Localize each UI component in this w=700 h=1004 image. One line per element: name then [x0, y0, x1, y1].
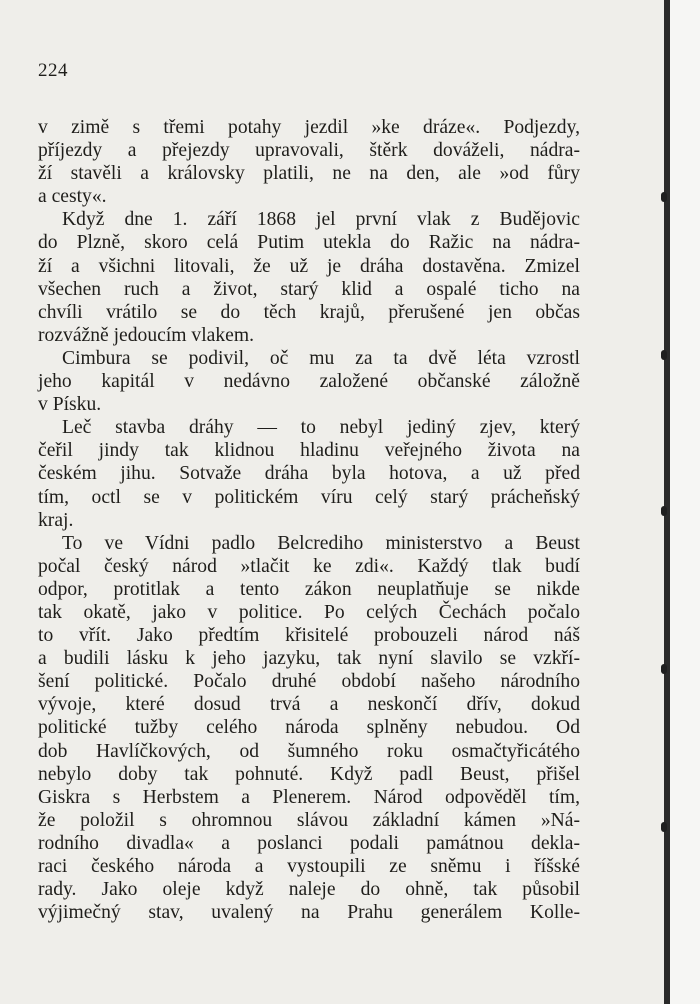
text-line: v zimě s třemi potahy jezdil »ke dráze«. Podjezdy,: [38, 117, 580, 138]
text-line: ží a všichni litovali, že už je dráha dostavěna. Zmizel: [38, 255, 580, 277]
text-line: všechen ruch a život, starý klid a ospalé ticho na: [38, 278, 580, 300]
text-line: To ve Vídni padlo Belcrediho ministerstvo a Beust: [62, 532, 580, 554]
text-line: nebylo doby tak pohnuté. Když padl Beust, přišel: [38, 763, 580, 785]
text-line: raci českého národa a vystoupili ze sněmu i říšské: [38, 856, 580, 877]
text-line: šení politické. Počalo druhé období našeho národního: [38, 671, 580, 693]
text-line: Leč stavba dráhy — to nebyl jediný zjev, který: [62, 417, 580, 439]
text-line: rady. Jako oleje když naleje do ohně, tak působil: [38, 879, 580, 901]
text-line: do Plzně, skoro celá Putim utekla do Ražic na nádra-: [38, 232, 580, 254]
text-line: a budili lásku k jeho jazyku, tak nyní slavilo se vzkří-: [38, 648, 580, 670]
text-line: rodního divadla« a poslanci podali památnou dekla-: [38, 832, 580, 854]
text-line: dob Havlíčkových, od šumného roku osmačtyřicátého: [38, 740, 580, 762]
text-line: rozvážně jedoucím vlakem.: [38, 324, 254, 346]
binding-hole: [661, 506, 667, 516]
text-line: tím, octl se v politickém víru celý starý prácheňský: [38, 486, 580, 508]
text-line: to vřít. Jako předtím křisitelé probouzeli národ náš: [38, 625, 580, 647]
text-line: odpor, protitlak a tento zákon neuplatňuje se nikde: [38, 578, 580, 600]
text-line: tak okatě, jako v politice. Po celých Čechách počalo: [38, 601, 580, 623]
text-line: Giskra s Herbstem a Plenerem. Národ odpověděl tím,: [38, 786, 580, 808]
binding-hole: [661, 350, 667, 360]
page-number: 224: [38, 60, 68, 81]
body-text: [38, 116, 580, 924]
text-line: politické tužby celého národa splněny nebudou. Od: [38, 717, 580, 739]
text-line: čeřil jindy tak klidnou hladinu veřejného života na: [38, 440, 580, 462]
text-line: příjezdy a přejezdy upravovali, štěrk dováželi, nádra-: [38, 140, 580, 162]
text-line: kraj.: [38, 509, 74, 531]
text-line: výjimečný stav, uvalený na Prahu generálem Kolle-: [38, 902, 580, 924]
text-line: ží stavěli a královsky platili, ne na den, ale »od fůry: [38, 163, 580, 185]
binding-hole: [661, 192, 667, 202]
text-line: chvíli vrátilo se do těch krajů, přerušené jen občas: [38, 301, 580, 323]
text-line: Cimbura se podivil, oč mu za ta dvě léta vzrostl: [62, 347, 580, 369]
text-line: a cesty«.: [38, 186, 107, 208]
text-line: vývoje, které dosud trvá a neskončí dřív, dokud: [38, 694, 580, 716]
text-line: v Písku.: [38, 394, 102, 416]
text-line: Když dne 1. září 1868 jel první vlak z Budějovic: [62, 209, 580, 231]
next-page-edge: [670, 0, 700, 1004]
binding-hole: [661, 822, 667, 832]
binding-hole: [661, 664, 667, 674]
text-line: že položil s ohromnou slávou základní kámen »Ná-: [38, 809, 580, 831]
text-line: českém jihu. Sotvaže dráha byla hotova, a už před: [38, 463, 580, 485]
text-line: počal český národ »tlačit ke zdi«. Každý tlak budí: [38, 555, 580, 577]
text-line: jeho kapitál v nedávno založené občanské záložně: [38, 371, 580, 393]
